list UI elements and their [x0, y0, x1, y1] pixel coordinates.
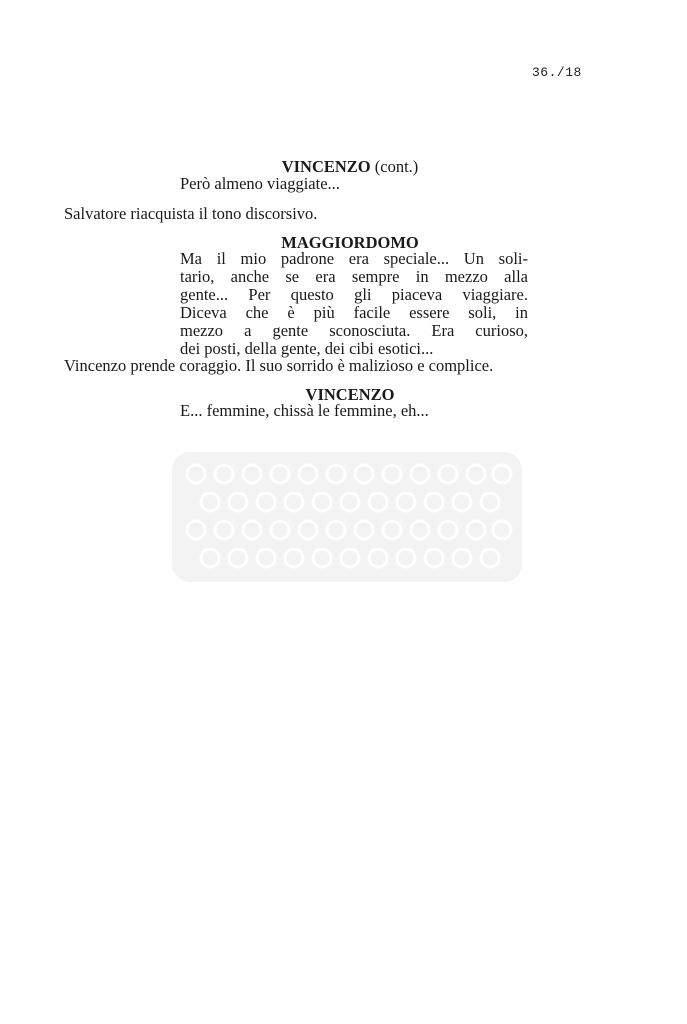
- dialogue-vincenzo-2: [180, 402, 528, 420]
- dialogue-line: E... femmine, chissà le femmine, eh...: [180, 401, 429, 420]
- character-name: VINCENZO: [281, 157, 371, 176]
- action-line-1: Salvatore riacquista il tono discorsivo.: [64, 204, 318, 223]
- dialogue-line: Ma il mio padrone era speciale... Un soli-: [180, 249, 528, 268]
- character-name: MAGGIORDOMO: [281, 233, 419, 252]
- dialogue-line: mezzo a gente sconosciuta. Era curioso,: [180, 321, 528, 340]
- action-line-2: Vincenzo prende coraggio. Il suo sorrido è malizioso e complice.: [64, 356, 494, 375]
- dialogue-maggiordomo: [180, 250, 528, 358]
- page-number: 36./18: [532, 65, 582, 80]
- dialogue-line: Però almeno viaggiate...: [180, 174, 340, 193]
- dialogue-line: tario, anche se era sempre in mezzo alla: [180, 267, 528, 286]
- dialogue-vincenzo-1: [180, 175, 528, 193]
- watermark-pattern: [172, 452, 522, 582]
- character-extension: (cont.): [374, 157, 419, 176]
- dialogue-line: Diceva che è più facile essere soli, in: [180, 303, 528, 322]
- character-name: VINCENZO: [305, 385, 395, 404]
- dialogue-line: gente... Per questo gli piaceva viaggiare.: [180, 285, 528, 304]
- dialogue-line: dei posti, della gente, dei cibi esotici...: [180, 339, 434, 358]
